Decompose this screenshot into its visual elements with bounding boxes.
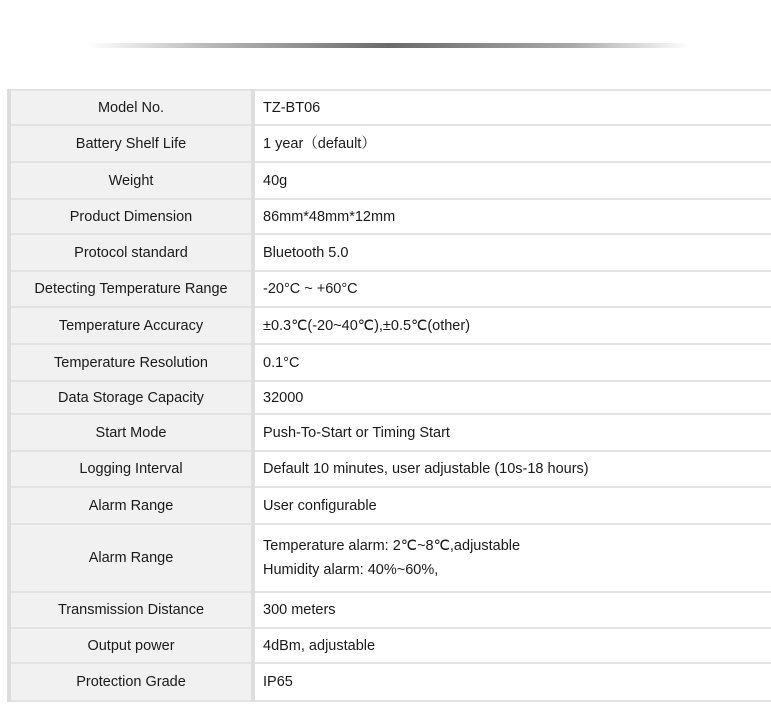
spec-value: [253, 90, 771, 125]
spec-row: [9, 307, 771, 344]
spec-row: [9, 381, 771, 414]
spec-row: [9, 524, 771, 592]
spec-value-line: Push-To-Start or Timing Start: [263, 424, 450, 441]
spec-row: [9, 162, 771, 199]
spec-value-line: Humidity alarm: 40%~60%,: [263, 562, 439, 578]
spec-value-line: 86mm*48mm*12mm: [263, 208, 396, 225]
spec-row: [9, 663, 771, 701]
spec-value-line: Bluetooth 5.0: [263, 244, 349, 261]
spec-value-line: ±0.3℃(-20~40℃),±0.5℃(other): [263, 317, 471, 334]
spec-value: [253, 344, 771, 381]
spec-value: [253, 414, 771, 451]
spec-label: Detecting Temperature Range: [9, 271, 253, 307]
spec-label: Alarm Range: [9, 524, 253, 592]
spec-value: [253, 271, 771, 307]
spec-value-line: -20°C ~ +60°C: [263, 281, 358, 297]
spec-value: [253, 125, 771, 162]
spec-label: Logging Interval: [9, 451, 253, 487]
spec-row: [9, 451, 771, 487]
spec-row: [9, 487, 771, 524]
specifications-table: [7, 89, 771, 702]
spec-value: [253, 628, 771, 663]
spec-row: [9, 592, 771, 628]
spec-row: [9, 271, 771, 307]
spec-value-line: Default 10 minutes, user adjustable (10s-18 hours): [263, 461, 589, 477]
spec-label: Weight: [9, 162, 253, 199]
spec-value: [253, 487, 771, 524]
spec-label: Alarm Range: [9, 487, 253, 524]
spec-value: [253, 234, 771, 271]
spec-value-line: 300 meters: [263, 602, 336, 618]
spec-label: Data Storage Capacity: [9, 381, 253, 414]
spec-value-line: TZ-BT06: [263, 99, 321, 116]
spec-label: Temperature Accuracy: [9, 307, 253, 344]
spec-value: [253, 663, 771, 701]
spec-value-line: 40g: [263, 172, 288, 189]
spec-row: [9, 414, 771, 451]
spec-value-line: User configurable: [263, 497, 377, 514]
spec-row: [9, 125, 771, 162]
spec-value: [253, 199, 771, 234]
spec-label: Temperature Resolution: [9, 344, 253, 381]
spec-label: Model No.: [9, 90, 253, 125]
decorative-divider: [88, 43, 690, 48]
spec-row: [9, 90, 771, 125]
spec-label: Start Mode: [9, 414, 253, 451]
spec-label: Product Dimension: [9, 199, 253, 234]
spec-row: [9, 628, 771, 663]
spec-value: [253, 451, 771, 487]
spec-value-line: 1 year（default）: [263, 135, 376, 152]
spec-value-line: 32000: [263, 389, 304, 406]
spec-value: [253, 524, 771, 592]
spec-label: Protocol standard: [9, 234, 253, 271]
spec-label: Output power: [9, 628, 253, 663]
spec-row: [9, 344, 771, 381]
spec-value: [253, 381, 771, 414]
spec-value: [253, 162, 771, 199]
spec-value: [253, 307, 771, 344]
spec-label: Transmission Distance: [9, 592, 253, 628]
spec-value: [253, 592, 771, 628]
spec-value-line: Temperature alarm: 2℃~8℃,adjustable: [263, 538, 521, 554]
spec-row: [9, 234, 771, 271]
spec-label: Protection Grade: [9, 663, 253, 701]
spec-value-line: IP65: [263, 674, 293, 690]
spec-label: Battery Shelf Life: [9, 125, 253, 162]
spec-value-line: 0.1°C: [263, 354, 300, 371]
spec-row: [9, 199, 771, 234]
spec-value-line: 4dBm, adjustable: [263, 637, 376, 654]
